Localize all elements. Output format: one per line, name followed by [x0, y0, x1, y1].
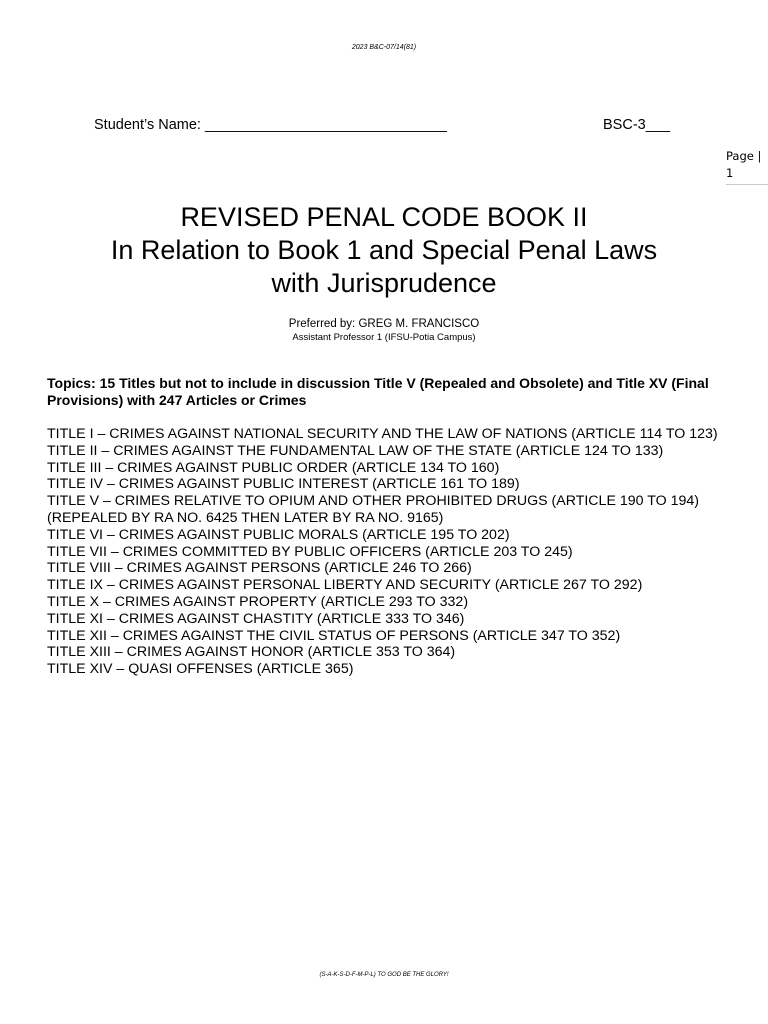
title-line-3: with Jurisprudence — [271, 268, 497, 298]
title-line-2: In Relation to Book 1 and Special Penal Laws — [110, 235, 658, 265]
section-field: BSC-3___ — [603, 117, 670, 133]
page-number-label: Page | 1 — [726, 148, 768, 185]
footer-text: (S-A-K-S-D-F-M-P-L) TO GOD BE THE GLORY! — [319, 972, 449, 978]
student-name-field: Student’s Name: ______________________________ — [94, 117, 447, 133]
title-item-7: TITLE VII – CRIMES COMMITTED BY PUBLIC OFFICERS (ARTICLE 203 TO 245) — [47, 543, 573, 560]
title-item-13: TITLE XIII – CRIMES AGAINST HONOR (ARTICLE 353 TO 364) — [47, 644, 456, 661]
titles-list — [47, 426, 729, 678]
title-line-1: REVISED PENAL CODE BOOK II — [180, 202, 588, 232]
title-item-11: TITLE XI – CRIMES AGAINST CHASTITY (ARTICLE 333 TO 346) — [47, 610, 465, 627]
title-item-6: TITLE VI – CRIMES AGAINST PUBLIC MORALS (ARTICLE 195 TO 202) — [47, 526, 510, 543]
preparer-block — [0, 318, 768, 344]
title-item-9: TITLE IX – CRIMES AGAINST PERSONAL LIBERTY AND SECURITY (ARTICLE 267 TO 292) — [47, 577, 643, 594]
title-item-14: TITLE XIV – QUASI OFFENSES (ARTICLE 365) — [47, 661, 354, 678]
title-item-8: TITLE VIII – CRIMES AGAINST PERSONS (ARTICLE 246 TO 266) — [47, 560, 472, 577]
document-title — [0, 201, 768, 300]
title-item-12: TITLE XII – CRIMES AGAINST THE CIVIL STATUS OF PERSONS (ARTICLE 347 TO 352) — [47, 627, 621, 644]
preparer-role: Assistant Professor 1 (IFSU-Potia Campus) — [292, 332, 476, 343]
title-item-2: TITLE II – CRIMES AGAINST THE FUNDAMENTAL LAW OF THE STATE (ARTICLE 124 TO 133) — [47, 442, 664, 459]
header-code: 2023 B&C-07/14(81) — [351, 44, 417, 51]
title-item-3: TITLE III – CRIMES AGAINST PUBLIC ORDER (ARTICLE 134 TO 160) — [47, 459, 500, 476]
title-item-10: TITLE X – CRIMES AGAINST PROPERTY (ARTICLE 293 TO 332) — [47, 593, 469, 610]
topics-paragraph: Topics: 15 Titles but not to include in discussion Title V (Repealed and Obsolete) and Title XV (Final Provisions) with 247 Articles or Crimes — [47, 375, 709, 408]
title-item-4: TITLE IV – CRIMES AGAINST PUBLIC INTEREST (ARTICLE 161 TO 189) — [47, 476, 520, 493]
title-item-1: TITLE I – CRIMES AGAINST NATIONAL SECURITY AND THE LAW OF NATIONS (ARTICLE 114 TO 123) — [47, 426, 718, 442]
preparer-name: Preferred by: GREG M. FRANCISCO — [288, 318, 480, 330]
title-item-5: TITLE V – CRIMES RELATIVE TO OPIUM AND OTHER PROHIBITED DRUGS (ARTICLE 190 TO 194) (REPEALED BY RA NO. 6425 THEN LATER BY RA NO. 9165) — [47, 493, 699, 526]
